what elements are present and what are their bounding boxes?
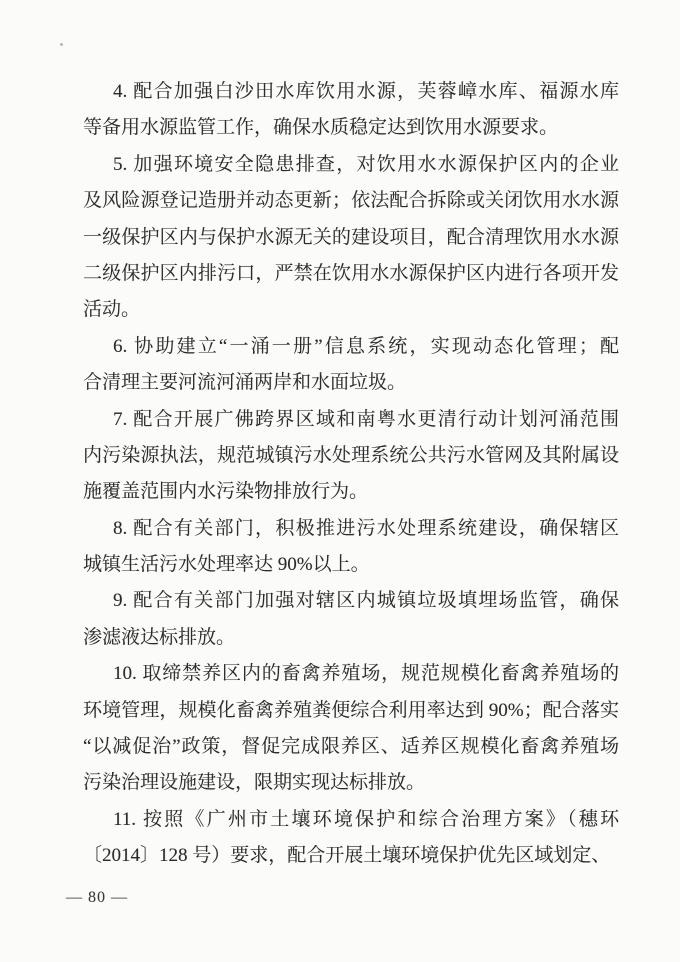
text-line: 内污染源执法，规范城镇污水处理系统公共污水管网及其附属设 xyxy=(83,444,619,466)
text-line: 及风险源登记造册并动态更新；依法配合拆除或关闭饮用水水源 xyxy=(83,190,619,212)
document-body xyxy=(83,74,619,875)
scan-speck xyxy=(60,43,63,46)
text-line: 等备用水源监管工作，确保水质稳定达到饮用水源要求。 xyxy=(83,117,559,139)
text-line: 活动。 xyxy=(83,299,141,321)
text-line: 施覆盖范围内水污染物排放行为。 xyxy=(83,481,369,503)
text-line: 10. 取缔禁养区内的畜禽养殖场，规范规模化畜禽养殖场的 xyxy=(113,663,619,685)
text-line: 7. 配合开展广佛跨界区域和南粤水更清行动计划河涌范围 xyxy=(113,408,619,430)
text-line: 城镇生活污水处理率达 90%以上。 xyxy=(83,554,370,576)
text-line: 〔2014〕128 号）要求，配合开展土壤环境保护优先区域划定、 xyxy=(83,845,611,867)
text-line: 9. 配合有关部门加强对辖区内城镇垃圾填埋场监管，确保 xyxy=(113,590,619,612)
text-line: 6. 协助建立“一涌一册”信息系统，实现动态化管理；配 xyxy=(113,335,619,357)
page-number: — 80 — xyxy=(66,889,128,906)
text-line: 合清理主要河流河涌两岸和水面垃圾。 xyxy=(83,372,407,394)
text-line: 5. 加强环境安全隐患排查，对饮用水水源保护区内的企业 xyxy=(113,153,619,175)
text-line: “以减促治”政策，督促完成限养区、适养区规模化畜禽养殖场 xyxy=(83,736,619,758)
text-line: 二级保护区内排污口，严禁在饮用水水源保护区内进行各项开发 xyxy=(83,262,619,284)
text-line: 一级保护区内与保护水源无关的建设项目，配合清理饮用水水源 xyxy=(83,226,619,248)
text-line: 8. 配合有关部门，积极推进污水处理系统建设，确保辖区 xyxy=(113,517,619,539)
text-line: 污染治理设施建设，限期实现达标排放。 xyxy=(83,772,426,794)
text-line: 渗滤液达标排放。 xyxy=(83,626,236,648)
text-line: 4. 配合加强白沙田水库饮用水源，芙蓉嶂水库、福源水库 xyxy=(113,81,619,102)
text-line: 环境管理，规模化畜禽养殖粪便综合利用率达到 90%；配合落实 xyxy=(83,699,619,721)
text-line: 11. 按照《广州市土壤环境保护和综合治理方案》（穗环 xyxy=(113,808,619,830)
